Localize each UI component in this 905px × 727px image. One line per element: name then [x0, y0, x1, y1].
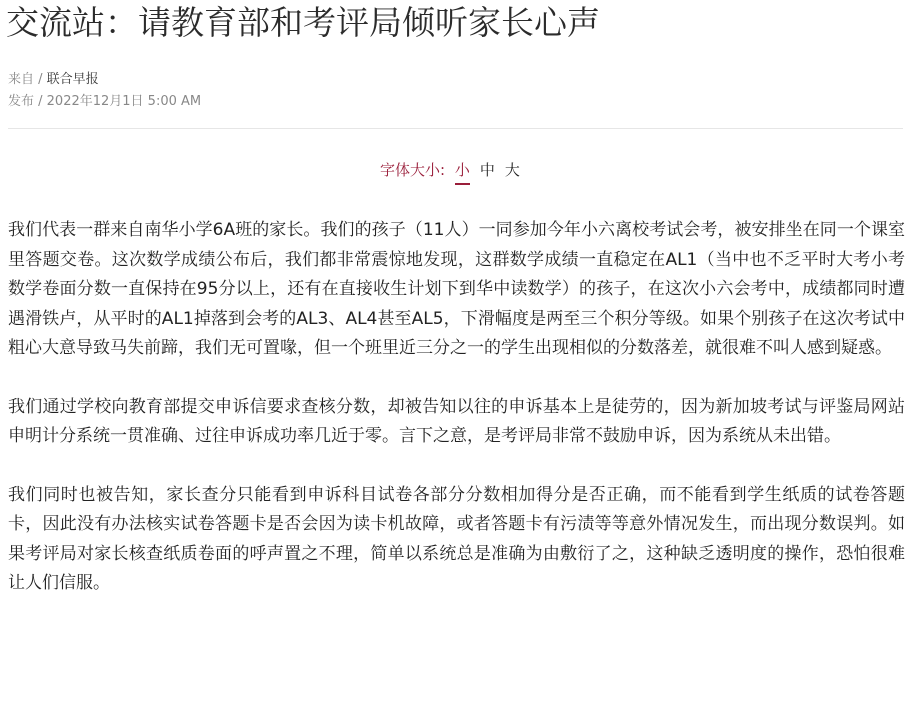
source-name[interactable]: 联合早报	[46, 72, 99, 87]
article-source	[8, 70, 99, 90]
article-paragraph-2: 我们通过学校向教育部提交申诉信要求查核分数，却被告知以往的申诉基本上是徒劳的，因为新加坡考试与评鉴局网站申明计分系统一贯准确、过往申诉成功率几近于零。言下之意，是考评局非常不鼓励申诉，因为系统从未出错。	[8, 396, 905, 446]
published-date: 2022年12月1日 5:00 AM	[46, 94, 202, 109]
font-size-small-button[interactable]: 小	[455, 158, 470, 185]
article-paragraph-1: 我们代表一群来自南华小学6A班的家长。我们的孩子（11人）一同参加今年小六离校考试会考，被安排坐在同一个课室里答题交卷。这次数学成绩公布后，我们都非常震惊地发现，这群数学成绩一直稳定在AL1（当中也不乏平时大考小考数学卷面分数一直保持在95分以上，还有在直接收生计划下到华中读数学）的孩子，在这次小六会考中，成绩都同时遭遇滑铁卢，从平时的AL1掉落到会考的AL3、AL4甚至AL5，下滑幅度是两至三个积分等级。如果个别孩子在这次考试中粗心大意导致马失前蹄，我们无可置喙，但一个班里近三分之一的学生出现相似的分数落差，就很难不叫人感到疑惑。	[8, 220, 905, 358]
font-size-large-button[interactable]: 大	[504, 161, 520, 179]
header-divider	[8, 128, 903, 129]
article-published	[8, 92, 201, 112]
article-title: 交流站：请教育部和考评局倾听家长心声	[6, 3, 600, 42]
source-label: 来自 /	[8, 72, 47, 87]
font-size-medium-button[interactable]: 中	[479, 161, 495, 179]
published-label: 发布 /	[8, 94, 47, 109]
font-size-control	[0, 158, 905, 185]
font-size-label: 字体大小:	[380, 161, 446, 179]
article-paragraph-3: 我们同时也被告知，家长查分只能看到申诉科目试卷各部分分数相加得分是否正确，而不能看到学生纸质的试卷答题卡，因此没有办法核实试卷答题卡是否会因为读卡机故障，或者答题卡有污渍等等意外情况发生，而出现分数误判。如果考评局对家长核查纸质卷面的呼声置之不理，简单以系统总是准确为由敷衍了之，这种缺乏透明度的操作，恐怕很难让人们信服。	[8, 484, 905, 593]
article-body	[8, 216, 905, 599]
